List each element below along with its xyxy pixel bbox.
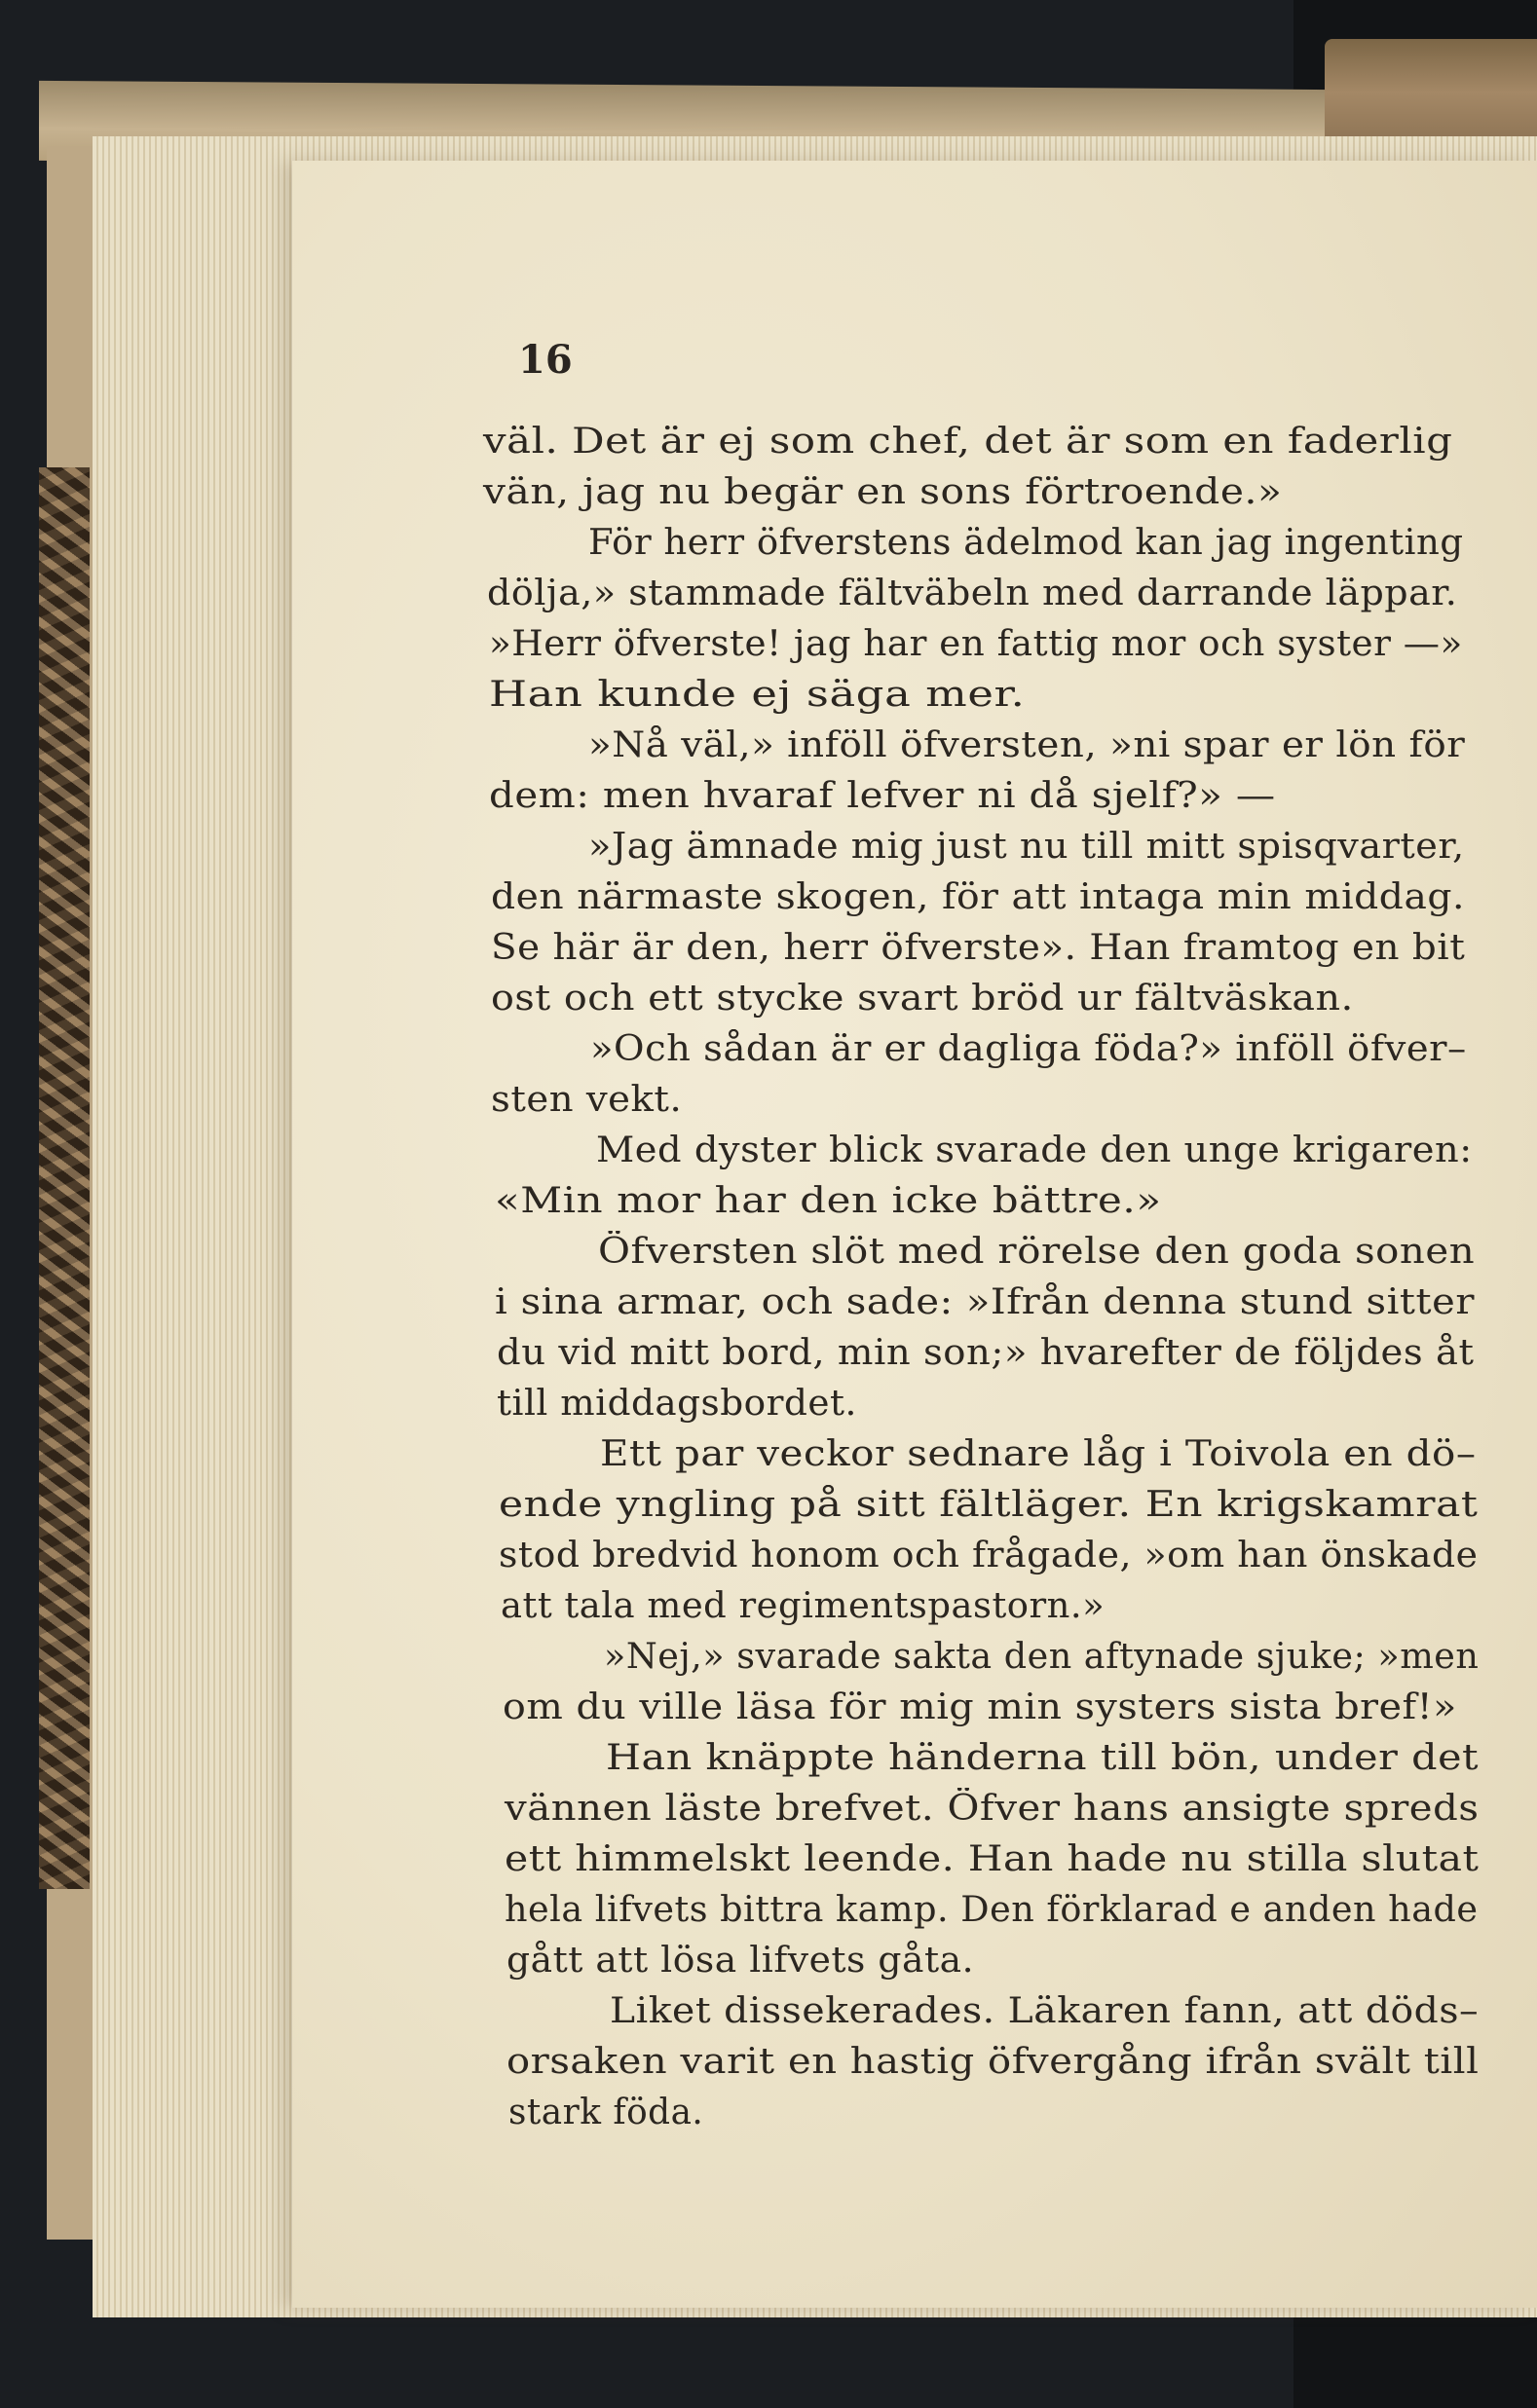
text-line: den närmaste skogen, för att intaga min middag. — [491, 877, 1466, 917]
text-line: »Herr öfverste! jag har en fattig mor och syster —» — [489, 624, 1463, 664]
text-line: till middagsbordet. — [497, 1384, 857, 1424]
text-line: Med dyster blick svarade den unge krigaren: — [596, 1130, 1473, 1170]
text-line: stark föda. — [508, 2093, 704, 2132]
text-line: «Min mor har den icke bättre.» — [495, 1181, 1162, 1221]
text-line: Han knäppte händerna till bön, under det — [606, 1738, 1480, 1778]
text-line: vännen läste brefvet. Öfver hans ansigte spreds — [505, 1789, 1480, 1829]
text-line: »Nå väl,» inföll öfversten, »ni spar er lön för — [588, 725, 1466, 765]
book-spine-band — [1325, 39, 1537, 146]
text-line: stod bredvid honom och frågade, »om han önskade — [499, 1536, 1479, 1575]
text-line: att tala med regimentspastorn.» — [501, 1586, 1106, 1626]
text-line: du vid mitt bord, min son;» hvarefter de följdes åt — [497, 1333, 1475, 1373]
text-line: vän, jag nu begär en sons förtroende.» — [483, 472, 1283, 512]
text-line: Liket dissekerades. Läkaren fann, att döds– — [610, 1991, 1480, 2031]
text-line: gått att lösa lifvets gåta. — [506, 1941, 975, 1981]
text-line: För herr öfverstens ädelmod kan jag ingenting — [588, 523, 1464, 563]
page-number: 16 — [518, 337, 573, 383]
text-line: ost och ett stycke svart bröd ur fältväskan. — [491, 979, 1354, 1019]
text-line: »Och sådan är er dagliga föda?» inföll öfver– — [590, 1029, 1467, 1069]
marbled-page-edge — [39, 467, 90, 1889]
text-line: »Nej,» svarade sakta den aftynade sjuke; »men — [604, 1637, 1480, 1677]
text-line: om du ville läsa för mig min systers sista bref!» — [503, 1687, 1457, 1727]
text-line: Öfversten slöt med rörelse den goda sonen — [598, 1232, 1476, 1272]
text-line: dem: men hvaraf lefver ni då sjelf?» — — [489, 776, 1276, 816]
text-line: hela lifvets bittra kamp. Den förklarad e anden hade — [505, 1890, 1479, 1930]
text-line: orsaken varit en hastig öfvergång ifrån svält till — [506, 2042, 1480, 2082]
text-line: dölja,» stammade fältväbeln med darrande läppar. — [487, 574, 1458, 613]
text-line: Se här är den, herr öfverste». Han framtog en bit — [491, 928, 1466, 968]
text-line: ende yngling på sitt fältläger. En krigskamrat — [499, 1485, 1479, 1525]
text-line: väl. Det är ej som chef, det är som en faderlig — [483, 422, 1453, 462]
text-line: i sina armar, och sade: »Ifrån denna stund sitter — [495, 1282, 1476, 1322]
text-line: »Jag ämnade mig just nu till mitt spisqvarter, — [588, 827, 1465, 867]
text-line: ett himmelskt leende. Han hade nu stilla slutat — [505, 1839, 1480, 1879]
text-line: Ett par veckor sednare låg i Toivola en dö– — [600, 1434, 1477, 1474]
text-line: Han kunde ej säga mer. — [489, 675, 1026, 715]
text-line: sten vekt. — [491, 1080, 683, 1120]
